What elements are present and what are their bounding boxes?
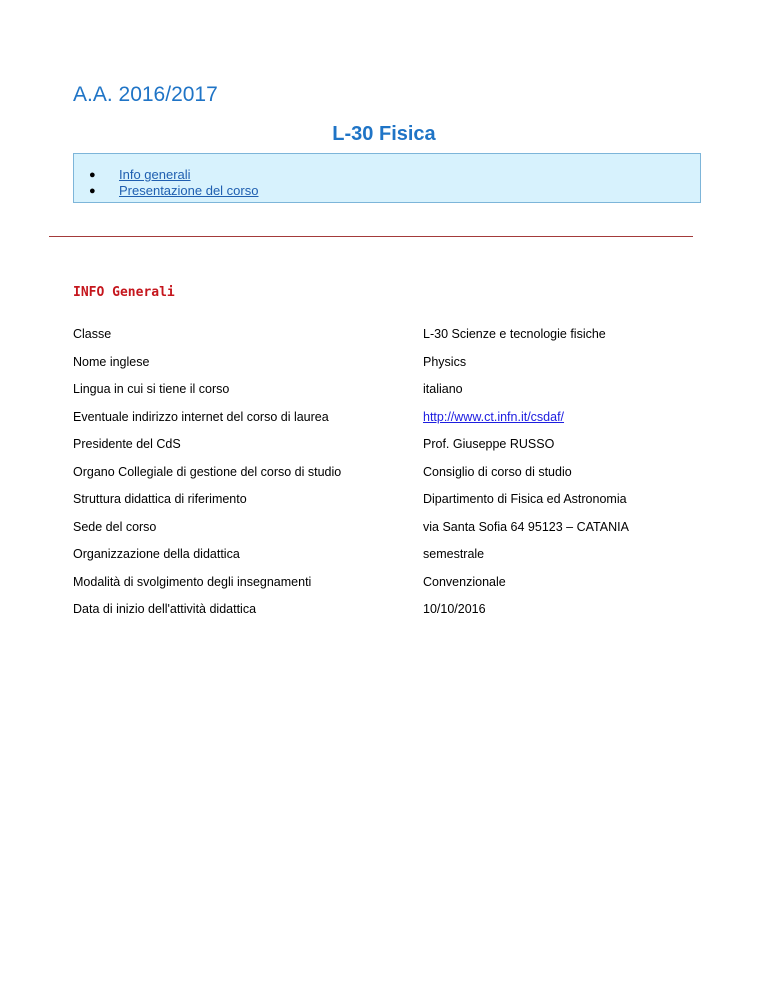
table-of-contents — [73, 153, 701, 203]
bullet-icon: ● — [89, 169, 96, 181]
bullet-icon: ● — [89, 185, 96, 197]
course-website-link[interactable]: http://www.ct.infn.it/csdaf/ — [423, 409, 565, 424]
toc-item-presentazione — [74, 183, 700, 199]
info-label: Modalità di svolgimento degli insegnamenti — [73, 574, 312, 589]
info-label: Sede del corso — [73, 519, 157, 534]
info-label: Struttura didattica di riferimento — [73, 492, 247, 506]
table-row — [73, 326, 693, 354]
info-label: Organo Collegiale di gestione del corso di studio — [73, 464, 342, 479]
section-heading-info: INFO Generali — [73, 285, 175, 300]
info-value: Dipartimento di Fisica ed Astronomia — [423, 492, 627, 506]
table-row — [73, 491, 693, 519]
academic-year: A.A. 2016/2017 — [73, 83, 218, 106]
table-row — [73, 436, 693, 464]
toc-link-presentazione[interactable]: Presentazione del corso — [119, 183, 259, 198]
info-value: Physics — [423, 354, 467, 369]
info-label: Data di inizio dell'attività didattica — [73, 602, 257, 616]
info-label: Nome inglese — [73, 354, 150, 369]
info-label: Lingua in cui si tiene il corso — [73, 382, 230, 396]
course-title — [0, 124, 768, 144]
info-value: semestrale — [423, 547, 485, 561]
info-label: Presidente del CdS — [73, 437, 181, 451]
info-label: Eventuale indirizzo internet del corso di laurea — [73, 409, 329, 424]
table-row — [73, 574, 693, 602]
info-label: Classe — [73, 327, 112, 341]
info-value — [423, 409, 693, 437]
table-row — [73, 464, 693, 492]
info-label: Organizzazione della didattica — [73, 547, 240, 561]
toc-link-info-generali[interactable]: Info generali — [119, 167, 191, 182]
section-divider — [49, 236, 693, 237]
info-value: Convenzionale — [423, 574, 506, 589]
info-value: via Santa Sofia 64 95123 – CATANIA — [423, 519, 629, 534]
course-title-text: L-30 Fisica — [332, 123, 436, 145]
table-row — [73, 546, 693, 574]
info-value: Prof. Giuseppe RUSSO — [423, 437, 555, 451]
toc-item-info-generali — [74, 167, 700, 183]
table-row — [73, 601, 693, 629]
table-row — [73, 381, 693, 409]
info-value: 10/10/2016 — [423, 602, 486, 616]
info-value: italiano — [423, 382, 463, 396]
info-value: Consiglio di corso di studio — [423, 464, 572, 479]
table-row — [73, 409, 693, 437]
info-value: L-30 Scienze e tecnologie fisiche — [423, 327, 606, 341]
info-table — [73, 326, 693, 629]
table-row — [73, 354, 693, 382]
table-row — [73, 519, 693, 547]
